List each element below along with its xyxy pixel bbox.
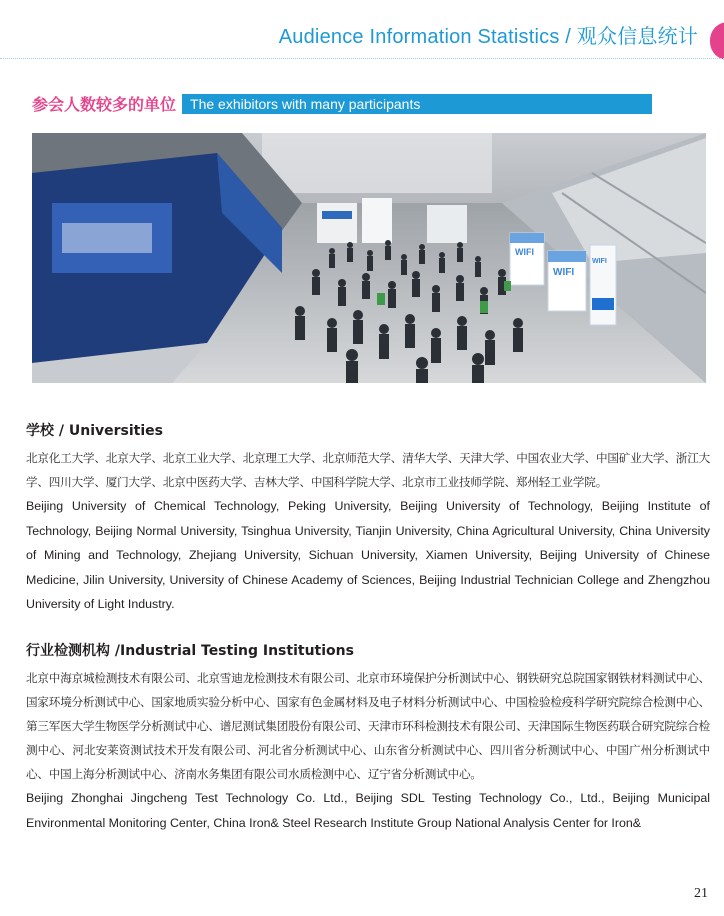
section-heading-chinese: 参会人数较多的单位 <box>32 95 177 114</box>
universities-section <box>26 420 710 617</box>
page-number: 21 <box>694 886 708 901</box>
testing-institutions-chinese-list: 北京中海京城检测技术有限公司、北京雪迪龙检测技术有限公司、北京市环境保护分析测试中心、钢铁研究总院国家钢铁材料测试中心、国家环境分析测试中心、国家地质实验分析中心、国家有色金属材料及电子材料分析测试中心、中国检验检疫科学研究院综合检测中心、第三军医大学生物医学分析测试中心、谱尼测试集团股份有限公司、天津市环科检测技术有限公司、天津国际生物医药联合研究院综合检测中心、河北安莱资测试技术开发有限公司、河北省分析测试中心、山东省分析测试中心、四川省分析测试中心、中国广州分析测试中心、中国上海分析测试中心、济南水务集团有限公司水质检测中心、辽宁省分析测试中心。 <box>26 671 710 781</box>
wifi-sign-1: WIFI <box>515 247 534 257</box>
header-pink-tab <box>710 22 724 60</box>
wifi-sign-2: WIFI <box>553 267 575 278</box>
header-divider <box>0 58 724 59</box>
testing-institutions-english-list: Beijing Zhonghai Jingcheng Test Technology Co. Ltd., Beijing SDL Testing Technology Co., Ltd., Beijing Municipal Environmental Monitoring Center, China Iron& Steel Research Institute Group National Analysis Center for Iron& <box>26 791 710 830</box>
universities-english-list: Beijing University of Chemical Technology, Peking University, Beijing University of Technology, Beijing Institute of Technology, Beijing Normal University, Tsinghua University, Tianjin University, China Agricultural University, China University of Mining and Technology, Zhejiang University, Sichuan University, Xiamen University, Beijing University of Chinese Medicine, Jilin University, University of Chinese Academy of Sciences, Beijing Industrial Technician College and Zhengzhou University of Light Industry. <box>26 499 710 612</box>
universities-chinese-list: 北京化工大学、北京大学、北京工业大学、北京理工大学、北京师范大学、清华大学、天津大学、中国农业大学、中国矿业大学、浙江大学、四川大学、厦门大学、北京中医药大学、吉林大学、中国科学院大学、北京市工业技师学院、郑州轻工业学院。 <box>26 451 710 489</box>
exhibition-hall-illustration <box>32 133 706 383</box>
exhibition-hall-photo <box>32 133 706 383</box>
page-header-title: Audience Information Statistics / 观众信息统计 <box>278 26 698 48</box>
section-heading-english: The exhibitors with many participants <box>182 94 652 114</box>
page-header <box>0 14 724 54</box>
section-heading <box>32 92 652 114</box>
testing-institutions-section <box>26 640 710 835</box>
wifi-sign-3: WIFI <box>592 258 607 265</box>
universities-heading: 学校 / Universities <box>26 423 163 439</box>
testing-institutions-heading: 行业检测机构 /Industrial Testing Institutions <box>26 643 354 659</box>
